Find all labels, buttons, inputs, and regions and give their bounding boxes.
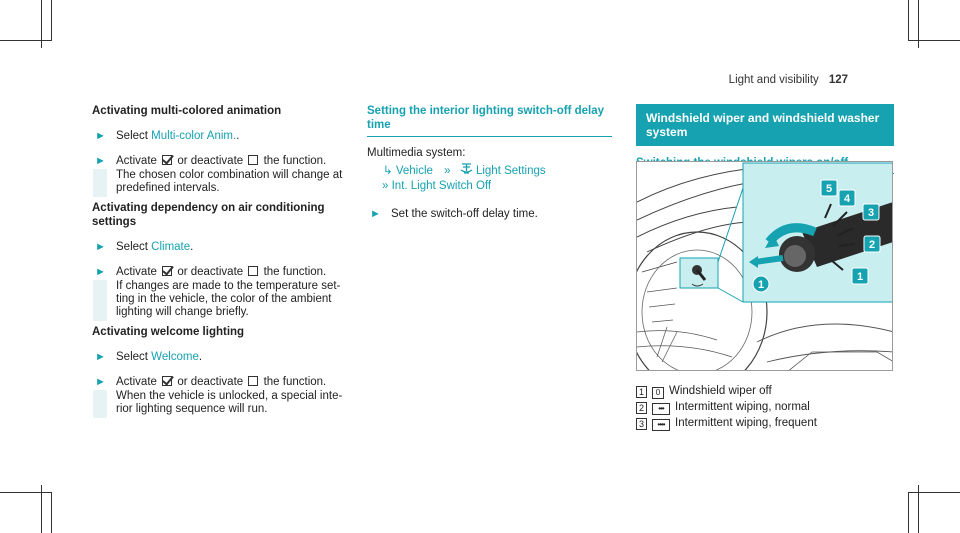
heading-multicolor: Activating multi-colored animation <box>92 105 282 117</box>
step-text: . <box>190 241 194 253</box>
section-title: Light and visibility <box>728 74 819 86</box>
step-text: . <box>236 130 240 142</box>
step-text: or deactivate <box>177 266 244 278</box>
wiper-frequent-icon: •••• <box>652 419 670 431</box>
heading-switch-off-delay: Setting the interior lighting switch-off delay time <box>367 104 612 137</box>
crop-mark <box>908 0 909 40</box>
step-arrow-icon: ► <box>95 266 106 278</box>
step-text: . <box>198 351 203 363</box>
step-activate-welcome <box>92 376 350 416</box>
intro-text: Multimedia system: <box>367 147 466 159</box>
step-text: Activate <box>116 266 157 278</box>
double-chevron-icon: » <box>382 180 389 192</box>
step-note: predefined intervals. <box>116 182 220 194</box>
menu-link-multicolor[interactable]: Multi-color Anim. <box>151 130 237 142</box>
step-arrow-icon: ► <box>95 130 106 142</box>
step-note: lighting will change briefly. <box>116 306 249 318</box>
step-note: rior lighting sequence will run. <box>116 403 268 415</box>
legend-text: Intermittent wiping, frequent <box>675 417 817 429</box>
step-note: If changes are made to the temperature set- <box>116 280 341 292</box>
page-header <box>729 74 848 86</box>
checkbox-empty-icon <box>248 155 258 165</box>
step-activate-multicolor <box>92 155 350 195</box>
step-text: Select <box>116 351 152 363</box>
page-number: 127 <box>828 74 848 86</box>
crop-mark <box>0 40 52 41</box>
step-activate-climate <box>92 266 350 319</box>
callout-label: 1 <box>757 279 765 291</box>
wiper-legend <box>636 383 894 431</box>
wiper-lever-illustration <box>636 161 893 371</box>
step-bar <box>93 169 107 197</box>
step-text: the function. <box>263 376 327 388</box>
step-text: or deactivate <box>177 376 244 388</box>
step-note: The chosen color combination will change at <box>116 169 343 181</box>
step-text: Set the switch-off delay time. <box>391 208 538 220</box>
checkbox-empty-icon <box>248 376 258 386</box>
step-text: the function. <box>263 155 327 167</box>
checkbox-checked-icon <box>162 376 172 386</box>
step-text: Activate <box>116 155 157 167</box>
step-arrow-icon: ► <box>95 376 106 388</box>
crop-mark <box>51 0 52 40</box>
step-text: the function. <box>263 266 327 278</box>
column-ambient-options <box>92 104 350 416</box>
step-note: When the vehicle is unlocked, a special inte- <box>116 390 343 402</box>
menu-link-climate[interactable]: Climate <box>151 241 191 253</box>
step-text: Activate <box>116 376 157 388</box>
crop-mark <box>0 492 52 493</box>
legend-text: Windshield wiper off <box>669 385 772 397</box>
crop-mark <box>908 492 960 493</box>
step-select-climate <box>92 241 350 254</box>
crop-mark <box>51 492 52 533</box>
step-text: or deactivate <box>177 155 244 167</box>
legend-row <box>636 399 894 415</box>
legend-text: Intermittent wiping, normal <box>675 401 810 413</box>
double-chevron-icon: » <box>444 165 451 177</box>
column-switch-off-delay <box>367 104 612 221</box>
checkbox-empty-icon <box>248 266 258 276</box>
step-bar <box>93 390 107 418</box>
wiper-intermittent-icon: ••• <box>652 403 670 415</box>
callout-label: 4 <box>843 193 851 205</box>
step-arrow-icon: ► <box>95 241 106 253</box>
step-select-multicolor <box>92 130 350 143</box>
menu-link-switch-off[interactable]: Int. Light Switch Off <box>391 180 492 192</box>
crop-mark <box>908 492 909 533</box>
step-select-welcome <box>92 351 350 364</box>
menu-link-light-settings[interactable]: Light Settings <box>475 165 546 177</box>
legend-row <box>636 415 894 431</box>
step-note: ting in the vehicle, the color of the ambient <box>116 293 332 305</box>
legend-row <box>636 383 894 399</box>
callout-label: 1 <box>856 271 864 283</box>
legend-number: 3 <box>636 418 647 430</box>
checkbox-checked-icon <box>162 266 172 276</box>
checkbox-checked-icon <box>162 155 172 165</box>
menu-path <box>367 162 612 194</box>
section-title-box: Windshield wiper and windshield washer system <box>636 104 894 146</box>
step-text: Select <box>116 130 152 142</box>
step-arrow-icon: ► <box>95 155 106 167</box>
legend-number: 1 <box>636 386 647 398</box>
callout-label: 5 <box>825 183 833 195</box>
legend-number: 2 <box>636 402 647 414</box>
dashboard-drawing <box>637 162 893 371</box>
return-arrow-icon: ↳ <box>383 165 393 177</box>
step-bar <box>93 280 107 321</box>
menu-link-vehicle[interactable]: Vehicle <box>395 165 433 177</box>
heading-welcome: Activating welcome lighting <box>92 326 245 338</box>
step-arrow-icon: ► <box>95 351 106 363</box>
step-arrow-icon: ► <box>370 208 381 220</box>
menu-link-welcome[interactable]: Welcome <box>151 351 199 363</box>
crop-mark <box>908 40 960 41</box>
light-settings-icon <box>460 165 476 177</box>
step-set-delay <box>367 208 612 221</box>
callout-label: 3 <box>867 207 875 219</box>
heading-climate: Activating dependency on air conditioning settings <box>92 202 325 228</box>
wiper-off-icon: 0 <box>652 387 664 399</box>
callout-label: 2 <box>868 239 876 251</box>
step-text: Select <box>116 241 152 253</box>
